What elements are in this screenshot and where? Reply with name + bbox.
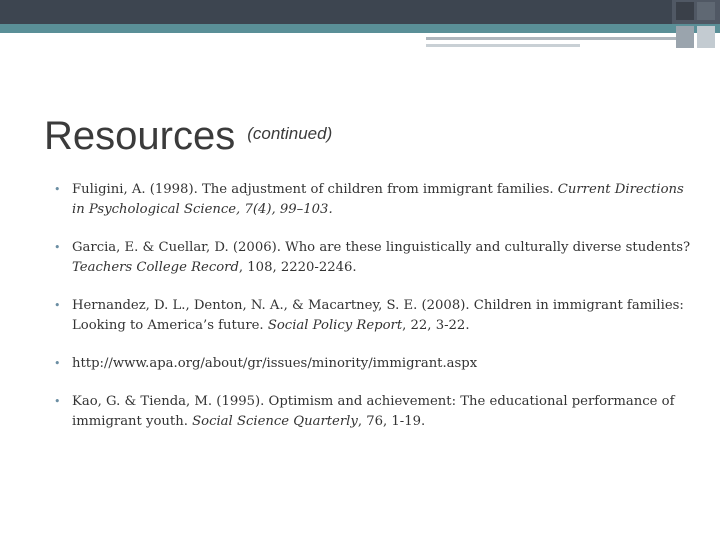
decorative-line	[426, 37, 694, 40]
decorative-squares-icon	[672, 0, 720, 54]
list-item	[54, 296, 694, 336]
bullet-icon: •	[54, 395, 61, 408]
slide-subtitle: (continued)	[247, 124, 333, 143]
list-item	[54, 238, 694, 278]
reference-details: , 22, 3-22.	[402, 318, 470, 333]
header-band	[0, 0, 720, 24]
reference-source: Social Policy Report	[267, 318, 403, 333]
list-item	[54, 392, 694, 432]
slide-title	[44, 108, 332, 162]
reference-details: , 76, 1-19.	[357, 414, 426, 429]
slide-title-text: Resources	[44, 114, 236, 158]
bullet-icon: •	[54, 299, 61, 312]
reference-text: Fuligini, A. (1998). The adjustment of children from immigrant families.	[72, 182, 558, 197]
header-accent-band	[0, 24, 720, 33]
reference-list	[54, 180, 694, 450]
bullet-icon: •	[54, 183, 61, 196]
bullet-icon: •	[54, 357, 61, 370]
reference-link[interactable]: http://www.apa.org/about/gr/issues/minority/immigrant.aspx	[72, 356, 478, 371]
reference-source: Current Directions in Psychological Science, 7(4), 99–103.	[72, 182, 684, 217]
reference-source: Social Science Quarterly	[192, 414, 358, 429]
decorative-line-short	[426, 44, 580, 47]
list-item	[54, 354, 694, 374]
bullet-icon: •	[54, 241, 61, 254]
reference-text: Kao, G. & Tienda, M. (1995). Optimism and achievement: The educational performance of immigrant youth.	[72, 394, 675, 429]
reference-details: , 108, 2220-2246.	[238, 260, 357, 275]
reference-source: Teachers College Record	[72, 260, 239, 275]
reference-text: Garcia, E. & Cuellar, D. (2006). Who are these linguistically and culturally diverse students?	[72, 240, 691, 255]
list-item	[54, 180, 694, 220]
reference-text: Hernandez, D. L., Denton, N. A., & Macartney, S. E. (2008). Children in immigrant families: Looking to America’s future.	[72, 298, 684, 333]
